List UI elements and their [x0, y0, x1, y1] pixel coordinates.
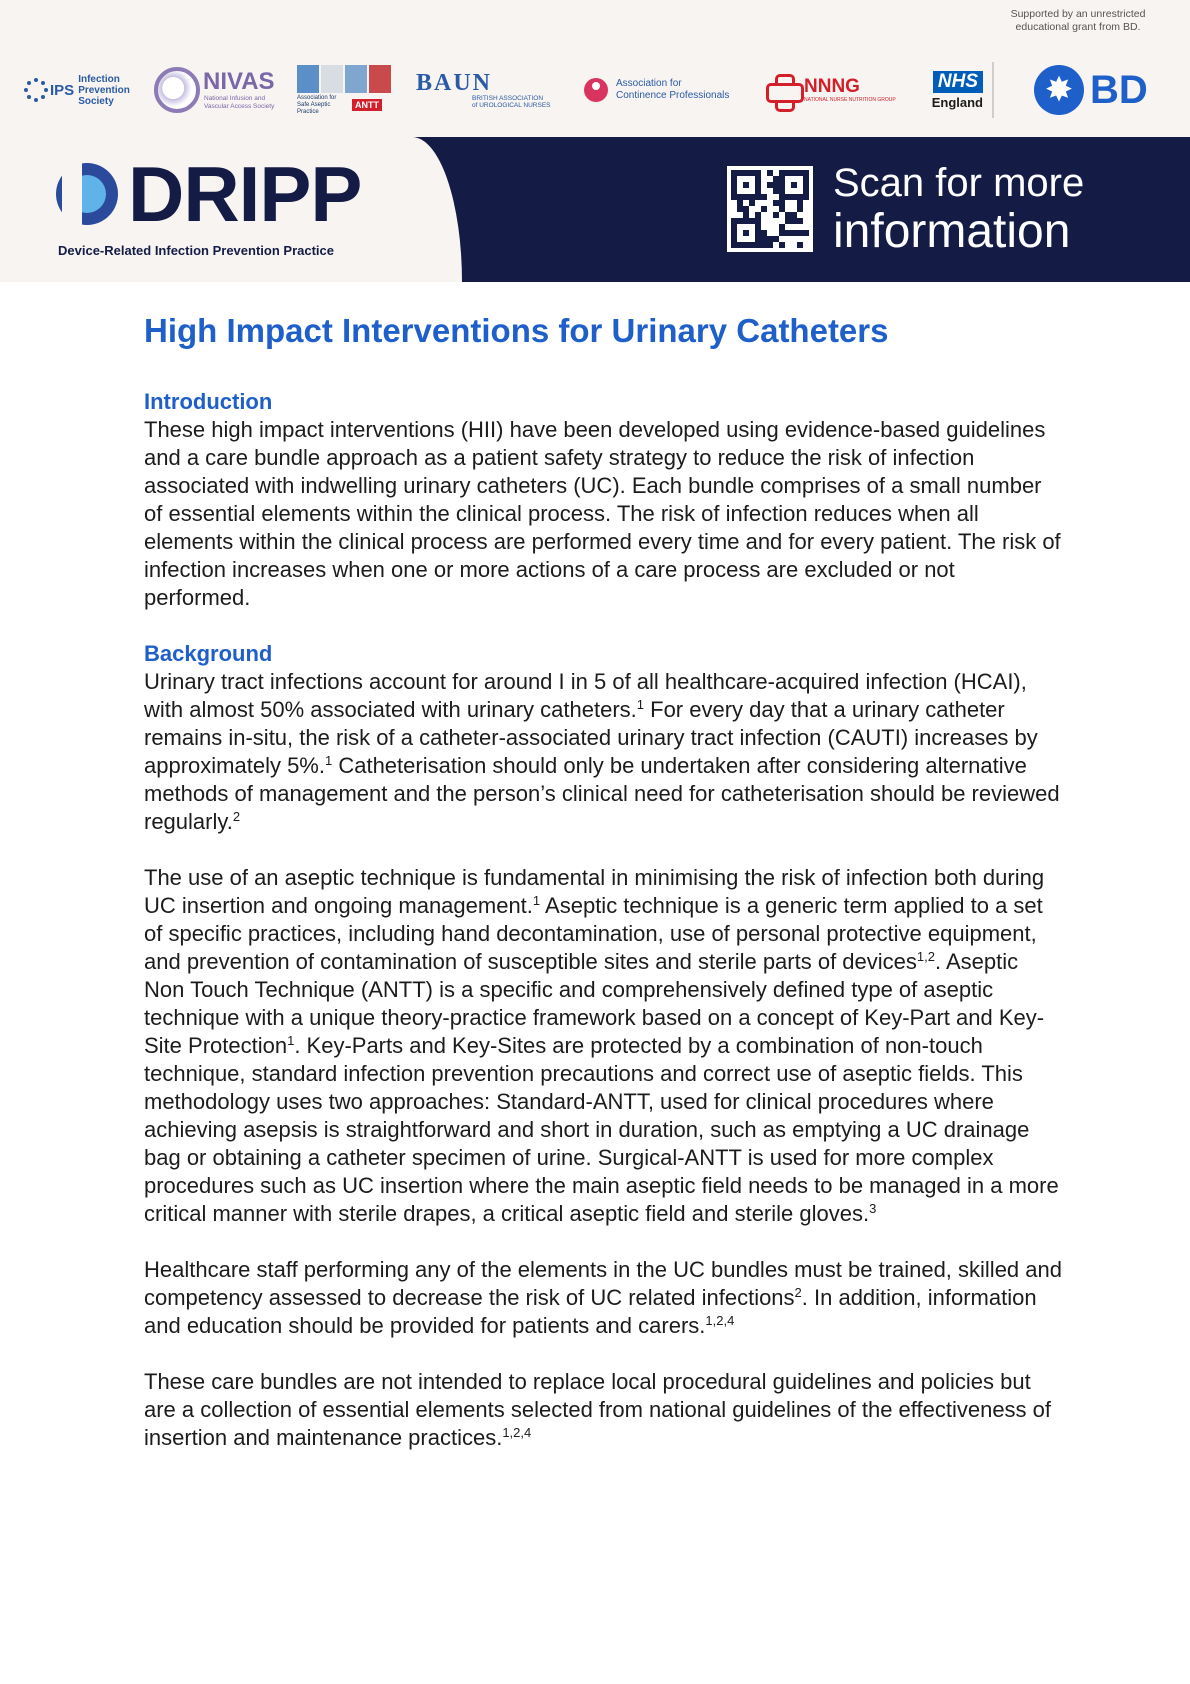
baun-subtitle-line: BRITISH ASSOCIATION [472, 95, 544, 102]
dripp-logo [56, 150, 362, 238]
introduction-paragraph: These high impact interventions (HII) have been developed using evidence-based guidelines and a care bundle approach as a patient safety strategy to reduce the risk of infection associated with indwelling urinary catheters (UC). Each bundle comprises of a small number of essential elements within the clinical process. The risk of infection reduces when all elements within the clinical process are performed every time and for every patient. The risk of infection increases when one or more actions of a care process are excluded or not performed. [144, 417, 1061, 610]
nnng-name: NNNG [804, 76, 860, 97]
paragraph-text: Catheterisation should only be undertaken after considering alternative methods of management and the person’s clinical need for catheterisation should be reviewed regularly. [144, 753, 1060, 834]
antt-photo [297, 65, 319, 93]
antt-photo-strip [297, 65, 391, 93]
paragraph-text: Urinary tract infections account for around I in 5 of all healthcare-acquired infection (HCAI), with almost 50% associated with urinary catheters. [144, 669, 1027, 722]
bd-name: BD [1090, 67, 1148, 112]
page-title: High Impact Interventions for Urinary Catheters [144, 312, 889, 349]
antt-photo [369, 65, 391, 93]
citation: 1,2,4 [502, 1425, 532, 1440]
bd-logo [1034, 62, 1164, 118]
antt-photo [321, 65, 343, 93]
paragraph-text: . Aseptic Non Touch Technique (ANTT) is a specific and comprehensively defined type of aseptic technique with a unique theory-practice framework based on a concept of Key-Part and Key-Site Protection [144, 949, 1045, 1058]
dripp-d-icon [56, 163, 118, 225]
antt-org-line: Association for [297, 94, 337, 101]
baun-subtitle-line: of UROLOGICAL NURSES [472, 102, 551, 109]
ips-name [78, 74, 130, 107]
antt-caption [297, 95, 382, 116]
qr-code-pattern [731, 170, 809, 248]
supported-note-line: Supported by an unrestricted [1010, 8, 1146, 20]
nnng-logo [764, 62, 904, 118]
paragraph-text: These care bundles are not intended to replace local procedural guidelines and policies but are a collection of essential elements selected from national guidelines of the effectiveness of insertion and maintenance practices. [144, 1369, 1052, 1450]
dripp-wordmark: DRIPP [128, 150, 362, 238]
baun-name: BAUN [416, 70, 493, 96]
nivas-ring-icon [154, 67, 200, 113]
nnng-cross-icon [764, 72, 800, 108]
ips-name-line: Prevention [78, 84, 130, 96]
citation: 1,2,4 [705, 1313, 735, 1328]
antt-photo [345, 65, 367, 93]
partner-logos [24, 62, 1170, 118]
ips-logo [24, 62, 139, 118]
scan-prompt-line1: Scan for more [833, 161, 1085, 205]
supported-note-line: educational grant from BD. [1015, 21, 1141, 33]
acp-name [616, 78, 729, 102]
background-paragraph-2 [144, 864, 1064, 1228]
bd-star-icon [1034, 65, 1084, 115]
nivas-subtitle-line: National Infusion and [204, 95, 266, 102]
paragraph-text: Healthcare staff performing any of the elements in the UC bundles must be trained, skilled and competency assessed to decrease the risk of UC related infections [144, 1257, 1062, 1310]
nivas-subtitle [204, 95, 275, 111]
logo-divider [992, 62, 994, 118]
antt-org-name [297, 95, 349, 116]
ips-burst-icon [24, 78, 48, 102]
background-paragraph-4 [144, 1368, 1064, 1452]
nhs-region: England [931, 94, 983, 110]
background-heading: Background [144, 641, 273, 666]
antt-org-line: Safe Aseptic Practice [297, 101, 331, 115]
background-paragraph-1 [144, 668, 1064, 836]
citation: 1 [636, 697, 645, 712]
ips-abbr: IPS [50, 81, 75, 99]
citation: 1,2 [916, 949, 935, 964]
scan-prompt [833, 160, 1084, 258]
antt-badge: ANTT [352, 99, 382, 111]
dripp-subtitle: Device-Related Infection Prevention Practice [58, 243, 334, 258]
nivas-subtitle-line: Vascular Access Society [204, 103, 275, 110]
ips-name-line: Society [78, 95, 114, 107]
ips-name-line: Infection [78, 73, 120, 85]
antt-logo [297, 62, 397, 118]
citation: 1 [532, 893, 541, 908]
nnng-subtitle: NATIONAL NURSE NUTRITION GROUP [804, 97, 896, 103]
acp-name-line: Continence Professionals [616, 90, 730, 101]
paragraph-text: For every day that a urinary catheter remains in-situ, the risk of a catheter-associated urinary tract infection (CAUTI) increases by approximately 5%. [144, 697, 1038, 778]
qr-module [803, 242, 809, 248]
document-body [144, 310, 1064, 1452]
baun-subtitle [472, 95, 551, 109]
citation: 2 [232, 809, 241, 824]
nhs-badge: NHS [933, 71, 983, 93]
paragraph-text: . Key-Parts and Key-Sites are protected by a combination of non-touch technique, standard infection prevention precautions and correct use of aseptic fields. This methodology uses two approaches: Standard-ANTT, used for clinical procedures where achieving asepsis is straightforward and short in duration, such as emptying a UC drainage bag or obtaining a catheter specimen of urine. Surgical-ANTT is used for more complex procedures such as UC insertion where the main aseptic field needs to be managed in a more critical manner with sterile drapes, a critical aseptic field and sterile gloves. [144, 1033, 1059, 1226]
background-paragraph-3 [144, 1256, 1064, 1340]
citation: 2 [794, 1285, 802, 1300]
nivas-logo [154, 62, 289, 118]
paragraph-text: Aseptic technique is a generic term applied to a set of specific practices, including hand decontamination, use of personal protective equipment, and prevention of contamination of susceptible sites and sterile parts of devices [144, 893, 1043, 974]
acp-name-line: Association for [616, 78, 682, 89]
paragraph-text: The use of an aseptic technique is fundamental in minimising the risk of infection both during UC insertion and ongoing management. [144, 865, 1045, 918]
nhs-england-logo [893, 62, 983, 118]
introduction-heading: Introduction [144, 389, 273, 414]
citation: 3 [869, 1201, 877, 1216]
acp-people-icon [584, 78, 608, 102]
paragraph-text: . In addition, information and education should be provided for patients and carers. [144, 1285, 1037, 1338]
baun-logo [416, 62, 566, 118]
nivas-name: NIVAS [203, 68, 275, 95]
supported-note [988, 8, 1168, 34]
qr-code-icon[interactable] [727, 166, 813, 252]
acp-logo [584, 62, 759, 118]
scan-prompt-line2: information [833, 205, 1071, 258]
citation: 1 [324, 753, 333, 768]
citation: 1 [287, 1033, 295, 1048]
